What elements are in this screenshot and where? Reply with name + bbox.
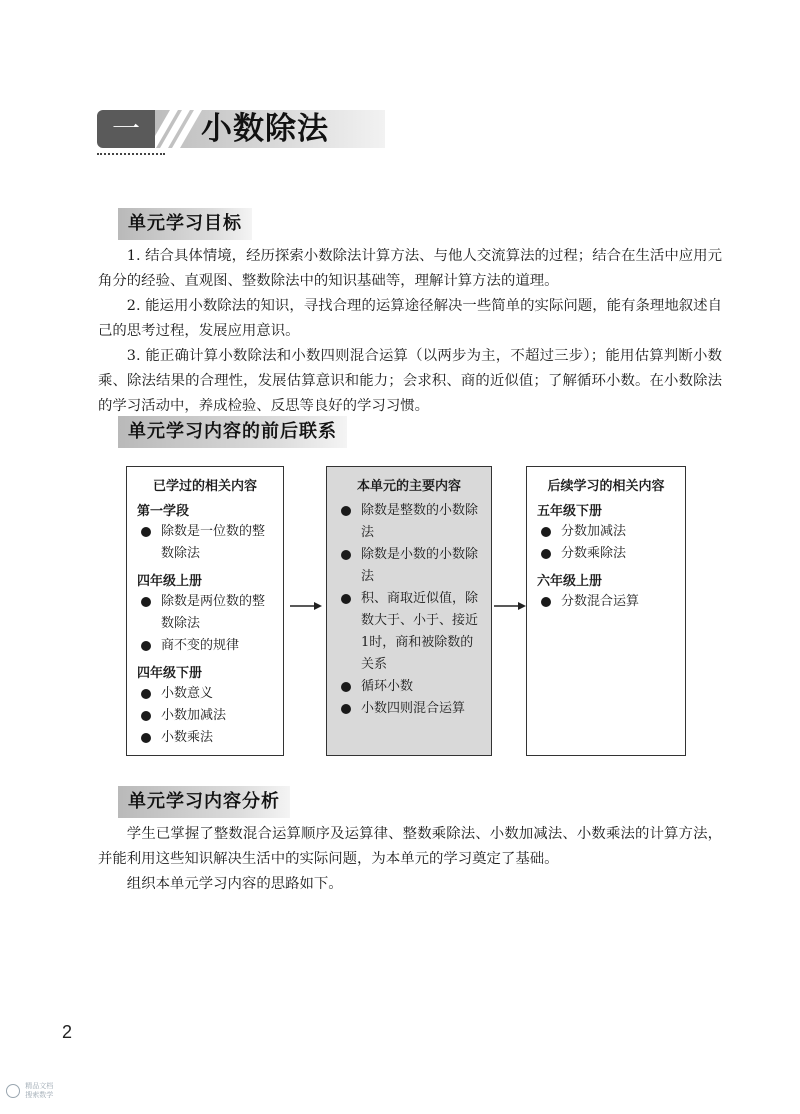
group-label: 第一学段 [137, 504, 190, 519]
goal-paragraph: 2. 能运用小数除法的知识，寻找合理的运算途径解决一些简单的实际问题，能有条理地叙述自己的思考过程，发展应用意识。 [98, 298, 722, 339]
list-item: 分数乘除法 [537, 543, 675, 565]
list-item: 除数是整数的小数除法 [337, 500, 481, 544]
group-label: 四年级下册 [137, 666, 203, 681]
section-header-goals: 单元学习目标 [118, 208, 252, 240]
group-label: 六年级上册 [537, 574, 603, 589]
list-item: 小数四则混合运算 [337, 698, 481, 720]
chapter-title: 小数除法 [201, 111, 329, 147]
list-item: 小数意义 [137, 683, 273, 705]
page-number: 2 [62, 1022, 73, 1042]
dotted-underline [97, 150, 165, 155]
list-item: 分数混合运算 [537, 591, 675, 613]
list-item: 商不变的规律 [137, 635, 273, 657]
goal-paragraph: 1. 结合具体情境，经历探索小数除法计算方法、与他人交流算法的过程；结合在生活中应用元角分的经验、直观图、整数除法中的知识基础等，理解计算方法的道理。 [98, 248, 722, 289]
prior-content-box [126, 466, 284, 756]
analysis-paragraph: 学生已掌握了整数混合运算顺序及运算律、整数乘除法、小数加减法、小数乘法的计算方法，并能利用这些知识解决生活中的实际问题，为本单元的学习奠定了基础。 [98, 826, 722, 867]
section-header-links: 单元学习内容的前后联系 [118, 416, 347, 448]
list-item: 除数是小数的小数除法 [337, 544, 481, 588]
list-item: 除数是两位数的整数除法 [137, 591, 273, 635]
section-header-analysis: 单元学习内容分析 [118, 786, 290, 818]
current-content-box [326, 466, 492, 756]
box-title: 已学过的相关内容 [152, 479, 257, 494]
box-title: 后续学习的相关内容 [547, 479, 665, 494]
list-item: 循环小数 [337, 676, 481, 698]
chapter-number: 一 [97, 110, 155, 148]
watermark-logo-icon [6, 1084, 20, 1098]
list-item: 除数是一位数的整数除法 [137, 521, 273, 565]
watermark-text: 精品文档 [25, 1082, 54, 1090]
list-item: 小数加减法 [137, 705, 273, 727]
later-content-box [526, 466, 686, 756]
group-label: 五年级下册 [537, 504, 603, 519]
group-label: 四年级上册 [137, 574, 203, 589]
arrow-right-icon [492, 596, 528, 616]
box-title: 本单元的主要内容 [356, 479, 461, 494]
goal-paragraph: 3. 能正确计算小数除法和小数四则混合运算（以两步为主，不超过三步）；能用估算判断小数乘、除法结果的合理性，发展估算意识和能力；会求积、商的近似值；了解循环小数。在小数除法的学习活动中，养成检验、反思等良好的学习习惯。 [98, 348, 722, 414]
chapter-heading [97, 104, 387, 154]
list-item: 积、商取近似值，除数大于、小于、接近1时，商和被除数的关系 [337, 588, 481, 676]
list-item: 分数加减法 [537, 521, 675, 543]
watermark-text: 搜索数学 [25, 1091, 54, 1099]
list-item: 小数乘法 [137, 727, 273, 749]
arrow-right-icon [288, 596, 324, 616]
analysis-paragraph: 组织本单元学习内容的思路如下。 [126, 876, 343, 892]
watermark [6, 1082, 53, 1100]
